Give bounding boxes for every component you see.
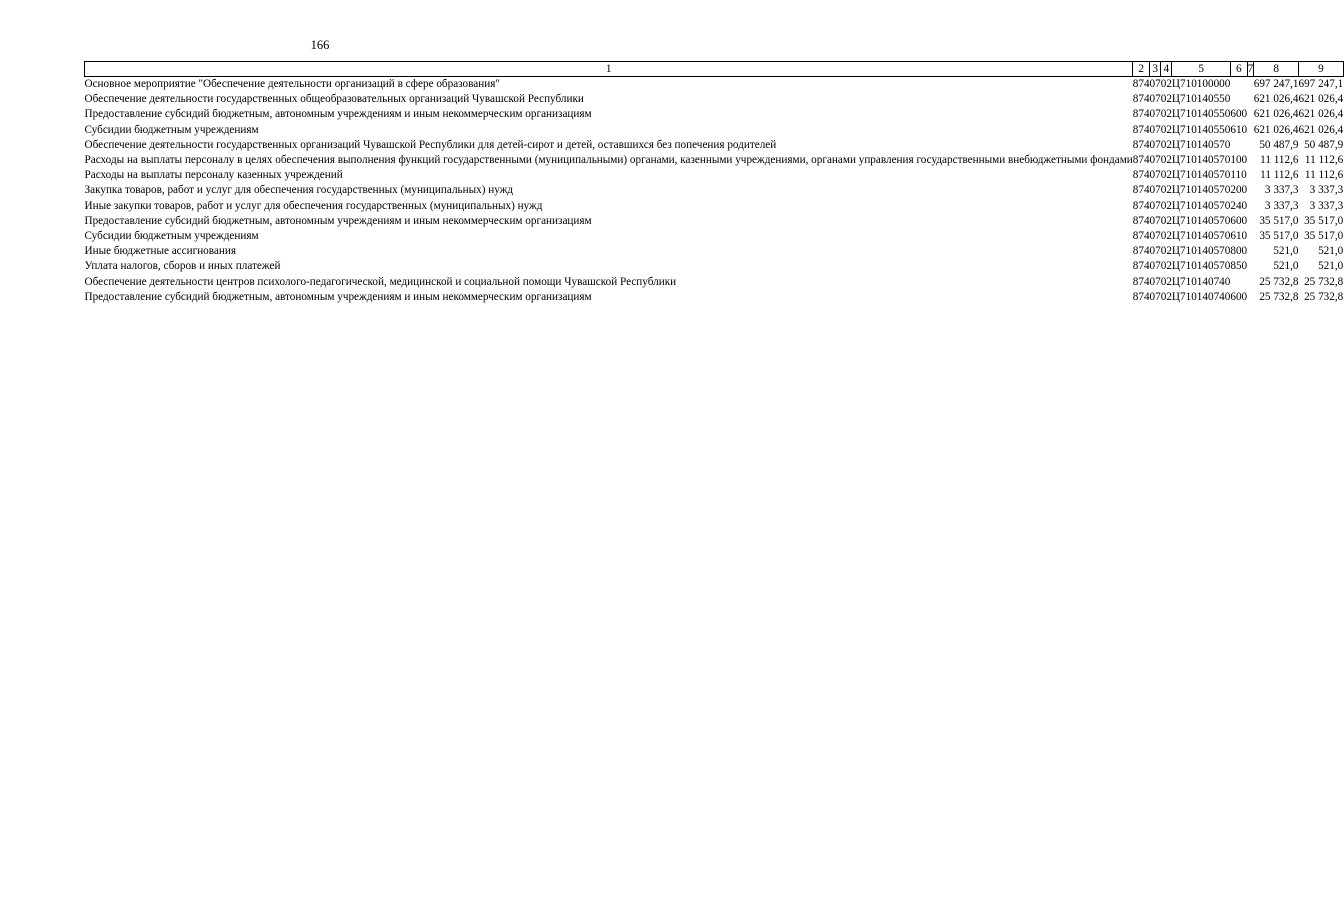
- row-expense-type: 100: [1230, 154, 1248, 167]
- row-col7: [1247, 275, 1254, 290]
- row-subsection: 02: [1160, 290, 1172, 303]
- row-col7: [1247, 153, 1254, 168]
- row-expense-type: 240: [1230, 199, 1248, 212]
- row-chapter: 874: [1132, 93, 1150, 106]
- row-name: Закупка товаров, работ и услуг для обеспечения государственных (муниципальных) нужд: [84, 184, 514, 197]
- row-name: Расходы на выплаты персоналу казенных учреждений: [84, 169, 343, 182]
- table-row: [85, 168, 1344, 183]
- row-target-item: Ц710140570: [1171, 199, 1231, 212]
- row-name: Иные бюджетные ассигнования: [84, 245, 236, 258]
- row-col7: [1247, 138, 1254, 153]
- row-subsection: 02: [1160, 123, 1172, 136]
- row-subsection: 02: [1160, 93, 1172, 106]
- row-amount-8: 3 337,3: [1264, 199, 1299, 212]
- row-subsection: 02: [1160, 169, 1172, 182]
- row-expense-type: 110: [1230, 169, 1247, 182]
- table-row: [85, 153, 1344, 168]
- row-name: Субсидии бюджетным учреждениям: [84, 230, 259, 243]
- row-amount-9: 25 732,8: [1304, 290, 1344, 303]
- row-amount-8: 25 732,8: [1259, 290, 1299, 303]
- table-row: [85, 77, 1344, 93]
- row-name: Иные закупки товаров, работ и услуг для обеспечения государственных (муниципальных) нужд: [84, 199, 543, 212]
- col-header: 1: [85, 62, 1133, 77]
- row-name: Расходы на выплаты персоналу в целях обеспечения выполнения функций государственными (муниципальными) органами, казенными учреждениями, органами управления государственными внебюджетными фондами: [84, 154, 1133, 167]
- row-section: 07: [1149, 123, 1161, 136]
- row-amount-9: 621 026,4: [1298, 93, 1344, 106]
- row-amount-9: 621 026,4: [1298, 123, 1344, 136]
- row-expense-type: [1230, 77, 1247, 93]
- row-subsection: 02: [1160, 78, 1172, 90]
- row-amount-9: 521,0: [1318, 260, 1344, 273]
- row-target-item: Ц710140740: [1171, 290, 1231, 303]
- row-col7: [1247, 123, 1254, 138]
- row-expense-type: [1230, 92, 1247, 107]
- row-section: 07: [1149, 78, 1161, 90]
- row-amount-8: 521,0: [1273, 245, 1299, 258]
- row-subsection: 02: [1160, 199, 1172, 212]
- row-section: 07: [1149, 154, 1161, 167]
- row-target-item: Ц710140570: [1171, 245, 1231, 258]
- row-chapter: 874: [1132, 169, 1150, 182]
- row-name: Предоставление субсидий бюджетным, автономным учреждениям и иным некоммерческим организациям: [84, 290, 592, 303]
- table-row: [85, 259, 1344, 274]
- row-target-item: Ц710140570: [1171, 214, 1231, 227]
- table-row: [85, 275, 1344, 290]
- row-chapter: 874: [1132, 290, 1150, 303]
- col-header: 6: [1230, 62, 1247, 77]
- row-subsection: 02: [1160, 275, 1172, 288]
- row-section: 07: [1149, 199, 1161, 212]
- row-section: 07: [1149, 138, 1161, 151]
- row-expense-type: [1230, 275, 1247, 290]
- row-subsection: 02: [1160, 214, 1172, 227]
- row-chapter: 874: [1132, 260, 1150, 273]
- table-row: [85, 123, 1344, 138]
- col-header: 9: [1298, 62, 1343, 77]
- row-amount-9: 521,0: [1318, 245, 1344, 258]
- row-target-item: Ц710140550: [1171, 93, 1231, 106]
- col-header: 7: [1247, 62, 1254, 75]
- row-section: 07: [1149, 214, 1161, 227]
- row-section: 07: [1149, 290, 1161, 303]
- row-target-item: Ц710100000: [1171, 78, 1231, 90]
- row-name: Обеспечение деятельности государственных организаций Чувашской Республики для детей-сирот и детей, оставшихся без попечения родителей: [84, 138, 777, 151]
- row-chapter: 874: [1132, 275, 1150, 288]
- row-amount-8: 3 337,3: [1264, 184, 1299, 197]
- row-expense-type: 800: [1230, 245, 1248, 258]
- row-name: Обеспечение деятельности государственных общеобразовательных организаций Чувашской Республики: [84, 93, 584, 106]
- row-subsection: 02: [1160, 108, 1172, 121]
- row-expense-type: 610: [1230, 123, 1248, 136]
- row-col7: [1247, 214, 1254, 229]
- row-amount-9: 35 517,0: [1304, 214, 1344, 227]
- row-subsection: 02: [1160, 184, 1172, 197]
- row-col7: [1247, 77, 1254, 93]
- row-subsection: 02: [1160, 154, 1172, 167]
- row-section: 07: [1149, 230, 1161, 243]
- row-col7: [1247, 229, 1254, 244]
- row-chapter: 874: [1132, 199, 1150, 212]
- row-chapter: 874: [1132, 230, 1150, 243]
- row-chapter: 874: [1132, 108, 1150, 121]
- row-expense-type: [1230, 138, 1247, 153]
- row-amount-8: 621 026,4: [1253, 123, 1299, 136]
- row-section: 07: [1149, 245, 1161, 258]
- table-row: [85, 229, 1344, 244]
- row-amount-8: 25 732,8: [1259, 275, 1299, 288]
- row-target-item: Ц710140570: [1171, 230, 1231, 243]
- table-row: [85, 199, 1344, 214]
- row-chapter: 874: [1132, 123, 1150, 136]
- row-subsection: 02: [1160, 230, 1172, 243]
- row-target-item: Ц710140570: [1171, 169, 1231, 182]
- row-chapter: 874: [1132, 245, 1150, 258]
- row-target-item: Ц710140570: [1171, 154, 1231, 167]
- row-chapter: 874: [1132, 138, 1150, 151]
- col-header: 2: [1133, 62, 1150, 77]
- row-name: Субсидии бюджетным учреждениям: [84, 123, 259, 136]
- row-amount-9: 25 732,8: [1304, 275, 1344, 288]
- row-amount-9: 35 517,0: [1304, 230, 1344, 243]
- row-amount-9: 621 026,4: [1298, 108, 1344, 121]
- row-target-item: Ц710140570: [1171, 260, 1231, 273]
- table-row: [85, 138, 1344, 153]
- row-subsection: 02: [1160, 260, 1172, 273]
- row-chapter: 874: [1132, 154, 1150, 167]
- table-row: [85, 183, 1344, 198]
- row-target-item: Ц710140550: [1171, 123, 1231, 136]
- row-section: 07: [1149, 108, 1161, 121]
- row-expense-type: 610: [1230, 230, 1248, 243]
- row-amount-9: 697 247,1: [1298, 78, 1344, 90]
- row-col7: [1247, 107, 1254, 122]
- row-amount-8: 521,0: [1273, 260, 1299, 273]
- row-expense-type: 600: [1230, 108, 1248, 121]
- row-amount-9: 3 337,3: [1309, 199, 1344, 212]
- table-row: [85, 92, 1344, 107]
- col-header: 8: [1254, 62, 1299, 77]
- row-target-item: Ц710140740: [1171, 275, 1231, 288]
- row-amount-9: 50 487,9: [1304, 138, 1344, 151]
- row-target-item: Ц710140570: [1171, 138, 1231, 151]
- row-amount-9: 11 112,6: [1304, 169, 1344, 182]
- row-col7: [1247, 168, 1254, 183]
- row-chapter: 874: [1132, 184, 1150, 197]
- budget-table: [84, 61, 1344, 305]
- row-amount-8: 621 026,4: [1253, 93, 1299, 106]
- row-col7: [1247, 259, 1254, 274]
- row-amount-8: 35 517,0: [1259, 214, 1299, 227]
- col-header: 4: [1161, 62, 1172, 77]
- row-col7: [1247, 92, 1254, 107]
- row-expense-type: 200: [1230, 184, 1248, 197]
- row-amount-8: 697 247,1: [1253, 78, 1299, 90]
- col-header: 3: [1150, 62, 1161, 77]
- row-col7: [1247, 183, 1254, 198]
- row-amount-8: 50 487,9: [1259, 138, 1299, 151]
- row-section: 07: [1149, 260, 1161, 273]
- row-col7: [1247, 290, 1254, 305]
- col-header: 5: [1172, 62, 1230, 77]
- row-section: 07: [1149, 169, 1161, 182]
- row-expense-type: 850: [1230, 260, 1248, 273]
- row-chapter: 874: [1132, 78, 1150, 90]
- row-section: 07: [1149, 275, 1161, 288]
- header-row: [85, 62, 1344, 77]
- row-subsection: 02: [1160, 245, 1172, 258]
- row-name: Предоставление субсидий бюджетным, автономным учреждениям и иным некоммерческим организациям: [84, 214, 592, 227]
- row-amount-9: 11 112,6: [1304, 154, 1344, 167]
- row-amount-8: 35 517,0: [1259, 230, 1299, 243]
- row-subsection: 02: [1160, 138, 1172, 151]
- row-section: 07: [1149, 93, 1161, 106]
- row-chapter: 874: [1132, 214, 1150, 227]
- row-col7: [1247, 199, 1254, 214]
- row-amount-8: 11 112,6: [1260, 169, 1299, 182]
- row-name: Предоставление субсидий бюджетным, автономным учреждениям и иным некоммерческим организациям: [84, 108, 592, 121]
- row-expense-type: 600: [1230, 290, 1248, 303]
- table-row: [85, 107, 1344, 122]
- row-name: Уплата налогов, сборов и иных платежей: [84, 260, 281, 273]
- page-number: 166: [310, 38, 330, 52]
- table-row: [85, 214, 1344, 229]
- table-row: [85, 244, 1344, 259]
- row-amount-8: 621 026,4: [1253, 108, 1299, 121]
- row-amount-8: 11 112,6: [1260, 154, 1299, 167]
- row-section: 07: [1149, 184, 1161, 197]
- row-amount-9: 3 337,3: [1309, 184, 1344, 197]
- row-target-item: Ц710140550: [1171, 108, 1231, 121]
- row-col7: [1247, 244, 1254, 259]
- table-row: [85, 290, 1344, 305]
- row-name: Основное мероприятие "Обеспечение деятельности организаций в сфере образования": [84, 78, 500, 90]
- row-name: Обеспечение деятельности центров психолого-педагогической, медицинской и социальной помощи Чувашской Республики: [84, 275, 677, 288]
- row-expense-type: 600: [1230, 214, 1248, 227]
- row-target-item: Ц710140570: [1171, 184, 1231, 197]
